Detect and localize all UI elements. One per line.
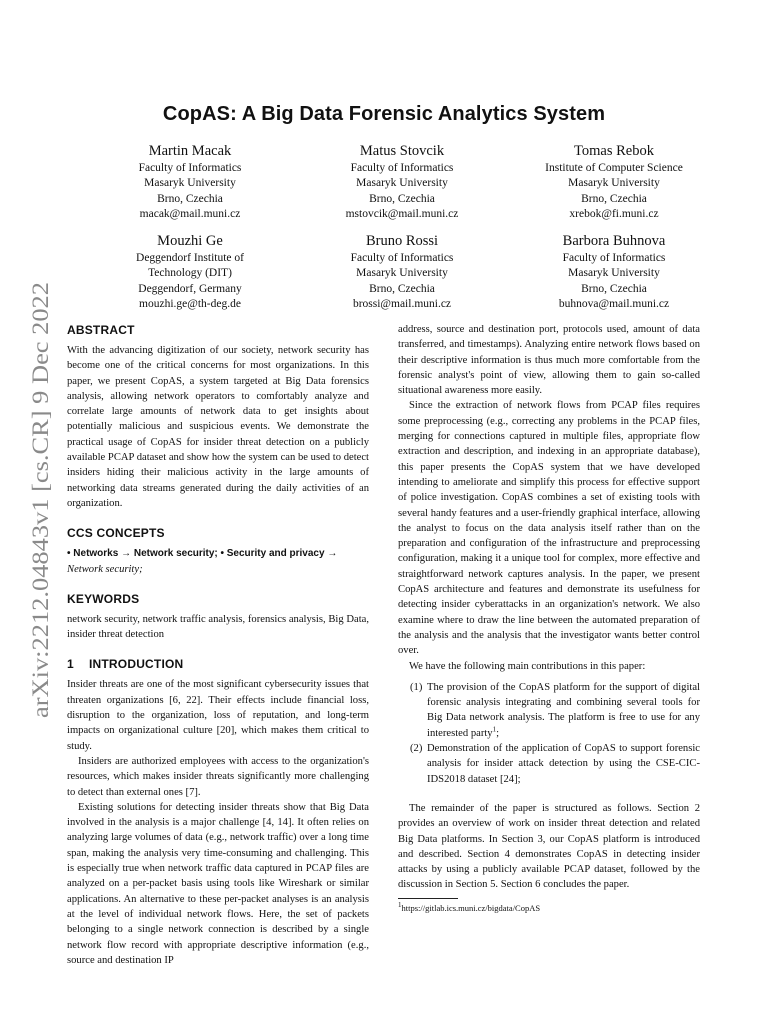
author-email: buhnova@mail.muni.cz xyxy=(558,297,670,310)
footnote-rule xyxy=(398,898,458,899)
author-block xyxy=(506,142,722,222)
intro-heading xyxy=(67,656,369,672)
author-block xyxy=(298,142,506,222)
list-item xyxy=(398,741,700,787)
section-number: 1 xyxy=(67,657,74,672)
author-affiliation: Masaryk University xyxy=(356,267,448,280)
footnote-ref: 1 xyxy=(492,725,497,734)
author-name: Tomas Rebok xyxy=(574,143,654,159)
list-marker: (2) xyxy=(410,743,423,755)
author-affiliation: Deggendorf, Germany xyxy=(138,282,242,295)
author-name: Matus Stovcik xyxy=(359,143,445,159)
author-affiliation: Masaryk University xyxy=(568,267,660,280)
ccs-bullet-networks: • Networks → Network security; xyxy=(67,548,218,560)
section-title: INTRODUCTION xyxy=(89,657,184,672)
list-item xyxy=(398,680,700,741)
author-affiliation: Institute of Computer Science xyxy=(545,162,683,174)
author-block xyxy=(506,232,722,312)
author-name: Barbora Buhnova xyxy=(562,233,666,249)
list-item-text: Demonstration of the application of CopAS to support forensic analysis for insider attack detection by using the CSE-CIC-IDS2018 dataset [24]; xyxy=(427,743,700,785)
ccs-sub-network-security: Network security; xyxy=(67,563,143,575)
footnote-marker: 1 xyxy=(398,901,402,910)
ccs-heading: CCS CONCEPTS xyxy=(67,526,165,541)
footnote-area xyxy=(398,898,700,914)
author-email: brossi@mail.muni.cz xyxy=(352,297,452,310)
intro-paragraph: Insiders are authorized employees with access to the organization's resources, which makes insider threats significantly more challenging to detect than external ones [7]. xyxy=(67,755,369,798)
keywords-heading: KEYWORDS xyxy=(67,591,140,606)
paper-title: CopAS: A Big Data Forensic Analytics System xyxy=(162,103,606,125)
author-block xyxy=(82,142,298,222)
authors-row-1 xyxy=(82,142,722,222)
abstract-text: With the advancing digitization of our society, network security has become one of the critical concerns for most organizations. In this paper, we present CopAS, a system targeted at Big Data forensics analysis, allowing network operators to comfortably analyze and correlate large amounts of network data to get insights about potentially malicious and suspicious events. We demonstrate the practical usage of CopAS for insider threat detection on a publicly available PCAP dataset and show how the system can be used to detect insiders hiding their malicious activity in the large amounts of networking data streams generated during the daily activities of an organization. xyxy=(67,345,369,509)
author-affiliation: Brno, Czechia xyxy=(581,282,647,295)
footnote xyxy=(398,903,700,914)
intro-paragraph: address, source and destination port, protocols used, amount of data transferred, and timestamps). Analyzing entire network flows based on their descriptive information is thus much more comfortable from the forensic analyst's point of view, allowing them to gain so-called situational awareness more easily. xyxy=(398,324,700,397)
author-affiliation: Brno, Czechia xyxy=(369,192,435,205)
intro-paragraph: The remainder of the paper is structured as follows. Section 2 provides an overview of work on insider threat detection and related Big Data platforms. In Section 3, our CopAS platform is introduced and described. Section 4 demonstrates CopAS in detecting insider attacks by using a publicly available PCAP dataset, followed by the discussion in Section 5. Section 6 concludes the paper. xyxy=(398,802,700,891)
footnote-url: https://gitlab.ics.muni.cz/bigdata/CopAS xyxy=(401,903,541,913)
author-email: mouzhi.ge@th-deg.de xyxy=(139,297,241,310)
abstract-heading: ABSTRACT xyxy=(67,323,135,337)
author-affiliation: Faculty of Informatics xyxy=(350,162,454,174)
author-name: Bruno Rossi xyxy=(365,233,439,249)
intro-paragraph: We have the following main contributions in this paper: xyxy=(409,660,646,672)
author-block xyxy=(82,232,298,312)
list-item-end: ; xyxy=(496,727,500,739)
author-affiliation: Faculty of Informatics xyxy=(138,162,242,174)
right-column xyxy=(398,322,700,893)
ccs-bullet-security: • Security and privacy → xyxy=(220,548,338,560)
author-block xyxy=(298,232,506,312)
authors-row-2 xyxy=(82,232,722,312)
author-affiliation: Deggendorf Institute of xyxy=(136,252,244,264)
author-affiliation: Brno, Czechia xyxy=(581,192,647,205)
author-affiliation: Brno, Czechia xyxy=(369,282,435,295)
author-affiliation: Masaryk University xyxy=(568,177,660,190)
list-marker: (1) xyxy=(410,681,423,693)
author-affiliation: Masaryk University xyxy=(356,177,448,190)
ccs-concepts xyxy=(67,546,369,577)
left-column xyxy=(67,322,369,968)
author-name: Mouzhi Ge xyxy=(157,233,223,249)
author-email: macak@mail.muni.cz xyxy=(139,207,241,220)
intro-paragraph: Existing solutions for detecting insider threats show that Big Data involved in the analysis is a major challenge [4, 14]. It often relies on analyzing large volumes of data (e.g., network traffic) over a long time span, making the analysis very time-consuming and challenging. This is especially true when network traffic data captured in PCAP files are analyzed on a per-packet basis using tools like Wireshark or similar applications. An alternative to these per-packet analyses is an analysis at the level of individual network flows. Here, the set of packets belonging to a single network connection is described by a single network flow record with appropriate descriptive information (e.g., source and destination IP xyxy=(67,801,369,966)
author-affiliation: Brno, Czechia xyxy=(157,192,223,205)
author-affiliation: Faculty of Informatics xyxy=(350,252,454,264)
arxiv-id-text: arXiv:2212.04843v1 [cs.CR] 9 Dec 2022 xyxy=(28,330,54,718)
author-affiliation: Technology (DIT) xyxy=(148,267,232,280)
arxiv-stamp xyxy=(14,280,58,720)
list-item-text: The provision of the CopAS platform for the support of digital forensic analysis integrating and combining several tools for Big Data network analysis. The platform is free to use for any interested party xyxy=(427,681,700,739)
author-name: Martin Macak xyxy=(148,143,232,159)
author-affiliation: Masaryk University xyxy=(144,177,236,190)
author-email: mstovcik@mail.muni.cz xyxy=(345,207,459,220)
intro-paragraph: Since the extraction of network flows from PCAP files requires some preprocessing (e.g., correcting any problems in the PCAP files, merging for connections captured in multiple files, appropriate flow extraction and description, and indexing in an appropriate database), this paper presents the CopAS system that we have developed intending to ameliorate and simplify this process for effective support of police investigation. CopAS combines a set of existing tools with several handy features and a user-friendly graphical interface, allowing the analyst to focus on the data analysis itself rather than on the preparation and configuration of the infrastructure and preprocessing configuration, making it a unique tool for complex, more effective and straightforward network captures analysis. In the paper, we present CopAS architecture and features and demonstrate its usefulness for detecting insider cyberattacks in an organization's network. We also examine where to draw the line between the automated preparation of the analysis and the analysis that the investigator wants better control over. xyxy=(398,400,700,657)
author-affiliation: Faculty of Informatics xyxy=(562,252,666,264)
intro-paragraph: Insider threats are one of the most significant cybersecurity issues that threaten organizations [6, 22]. Their effects include financial loss, disruption to the organization, loss of reputation, and long-term impacts on organizational culture [20], which makes them critical to study. xyxy=(67,679,369,752)
keywords-text: network security, network traffic analysis, forensics analysis, Big Data, insider threat detection xyxy=(67,613,369,641)
contributions-list xyxy=(398,680,700,787)
author-email: xrebok@fi.muni.cz xyxy=(569,207,659,220)
